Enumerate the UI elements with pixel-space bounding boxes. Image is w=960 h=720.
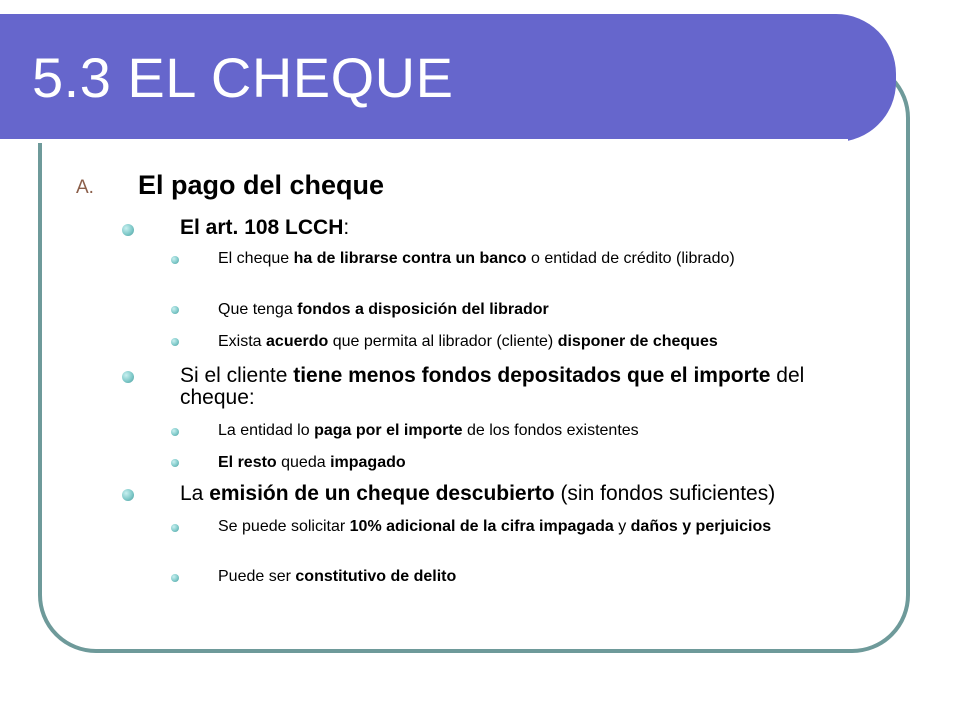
list-item: Que tenga fondos a disposición del librador xyxy=(218,301,549,318)
slide-title: 5.3 EL CHEQUE xyxy=(32,46,454,109)
list-item: Exista acuerdo que permita al librador (cliente) disponer de cheques xyxy=(218,333,718,350)
section-heading: El pago del cheque xyxy=(138,170,385,200)
bullet-icon xyxy=(171,574,179,582)
bullet-icon xyxy=(122,224,134,236)
bullet-icon xyxy=(122,489,134,501)
section-marker: A. xyxy=(76,177,94,198)
list-item: Se puede solicitar 10% adicional de la cifra impagada y daños y perjuicios xyxy=(218,518,772,535)
bullet-icon xyxy=(171,524,179,532)
bullet-icon xyxy=(171,459,179,467)
list-item-uncovered-cheque: La emisión de un cheque descubierto (sin fondos suficientes) xyxy=(180,482,776,505)
list-item-art-108: El art. 108 LCCH: xyxy=(180,216,350,239)
bullet-icon xyxy=(171,428,179,436)
list-item: La entidad lo paga por el importe de los fondos existentes xyxy=(218,422,639,439)
bullet-icon xyxy=(171,338,179,346)
title-bar xyxy=(0,14,896,142)
list-item: El cheque ha de librarse contra un banco o entidad de crédito (librado) xyxy=(218,250,735,267)
bullet-icon xyxy=(171,306,179,314)
list-item-insufficient-funds: Si el cliente tiene menos fondos depositados que el importe del cheque: xyxy=(180,364,805,410)
slide-frame xyxy=(38,60,910,653)
list-item: Puede ser constitutivo de delito xyxy=(218,568,457,585)
bullet-icon xyxy=(171,256,179,264)
title-underline xyxy=(0,139,848,143)
list-item: El resto queda impagado xyxy=(218,454,406,471)
bullet-icon xyxy=(122,371,134,383)
